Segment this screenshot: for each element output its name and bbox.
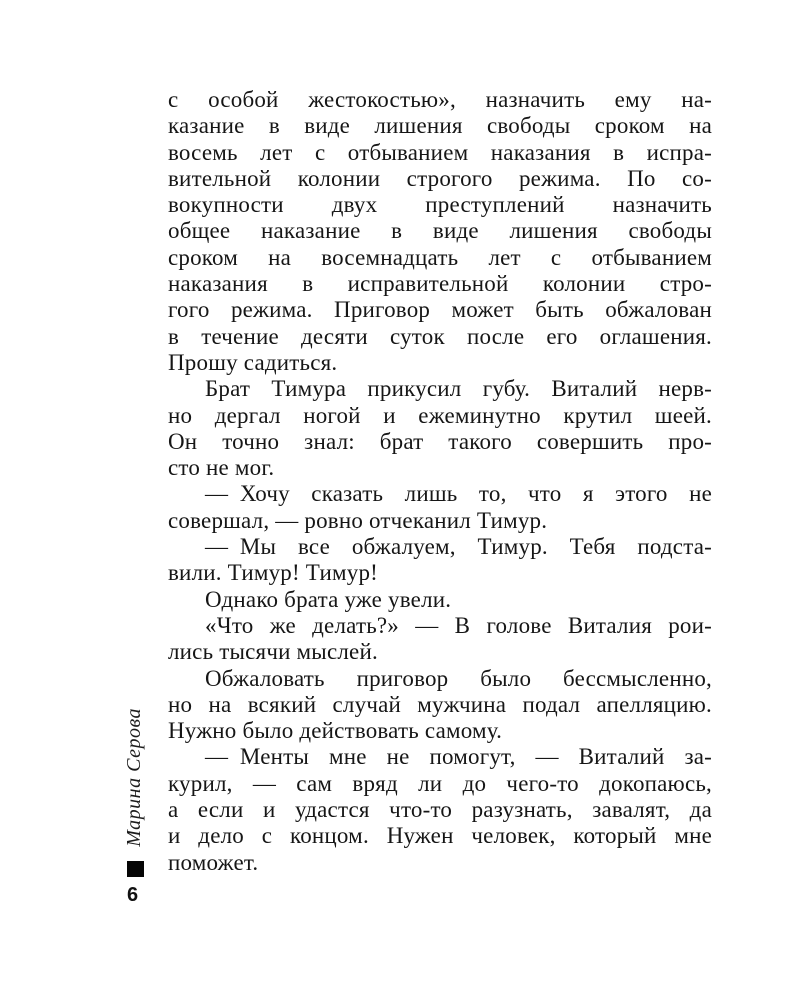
text-line: наказания в исправительной колонии стро- <box>168 271 712 297</box>
author-name-vertical <box>118 702 150 852</box>
text-line: восемь лет с отбыванием наказания в испра- <box>168 139 712 165</box>
text-line: в течение десяти суток после его оглашения. <box>168 323 712 349</box>
body-text-column <box>168 87 712 876</box>
text-line: Нужно было действовать самому. <box>168 718 503 744</box>
text-line: Однако брата уже увели. <box>205 586 452 612</box>
text-line: — Мы все обжалуем, Тимур. Тебя подста- <box>205 534 712 560</box>
text-line: казание в виде лишения свободы сроком на <box>168 113 712 139</box>
text-line: Он точно знал: брат такого совершить про- <box>168 428 712 454</box>
text-line: а если и удастся что-то разузнать, завалят, да <box>168 797 712 823</box>
text-line: Брат Тимура прикусил губу. Виталий нерв- <box>205 376 712 402</box>
series-marker-icon <box>127 861 144 877</box>
text-line: но на всякий случай мужчина подал апелляцию. <box>168 691 712 717</box>
text-line: вокупности двух преступлений назначить <box>168 192 712 218</box>
text-line: лись тысячи мыслей. <box>168 639 378 665</box>
text-line: — Менты мне не помогут, — Виталий за- <box>205 744 712 770</box>
text-line: Обжаловать приговор было бессмысленно, <box>205 665 712 691</box>
text-line: и дело с концом. Нужен человек, который мне <box>168 823 712 849</box>
page-number: 6 <box>127 884 139 906</box>
text-line: но дергал ногой и ежеминутно крутил шеей. <box>168 402 712 428</box>
text-line: вили. Тимур! Тимур! <box>168 560 379 586</box>
author-name-label: Марина Серова <box>122 707 145 847</box>
text-line: сроком на восемнадцать лет с отбыванием <box>168 244 712 270</box>
text-line: — Хочу сказать лишь то, что я этого не <box>205 481 712 507</box>
text-line: с особой жестокостью», назначить ему на- <box>168 87 712 112</box>
text-line: общее наказание в виде лишения свободы <box>168 218 712 244</box>
text-line: курил, — сам вряд ли до чего-то докопаюсь, <box>168 770 712 796</box>
text-line: совершал, — ровно отчеканил Тимур. <box>168 507 548 533</box>
text-line: поможет. <box>168 849 259 875</box>
text-line: сто не мог. <box>168 455 275 481</box>
text-line: гого режима. Приговор может быть обжалован <box>168 297 712 323</box>
text-line: вительной колонии строгого режима. По со- <box>168 165 712 191</box>
text-line: Прошу садиться. <box>168 349 338 375</box>
text-line: «Что же делать?» — В голове Виталия рои- <box>205 612 712 638</box>
